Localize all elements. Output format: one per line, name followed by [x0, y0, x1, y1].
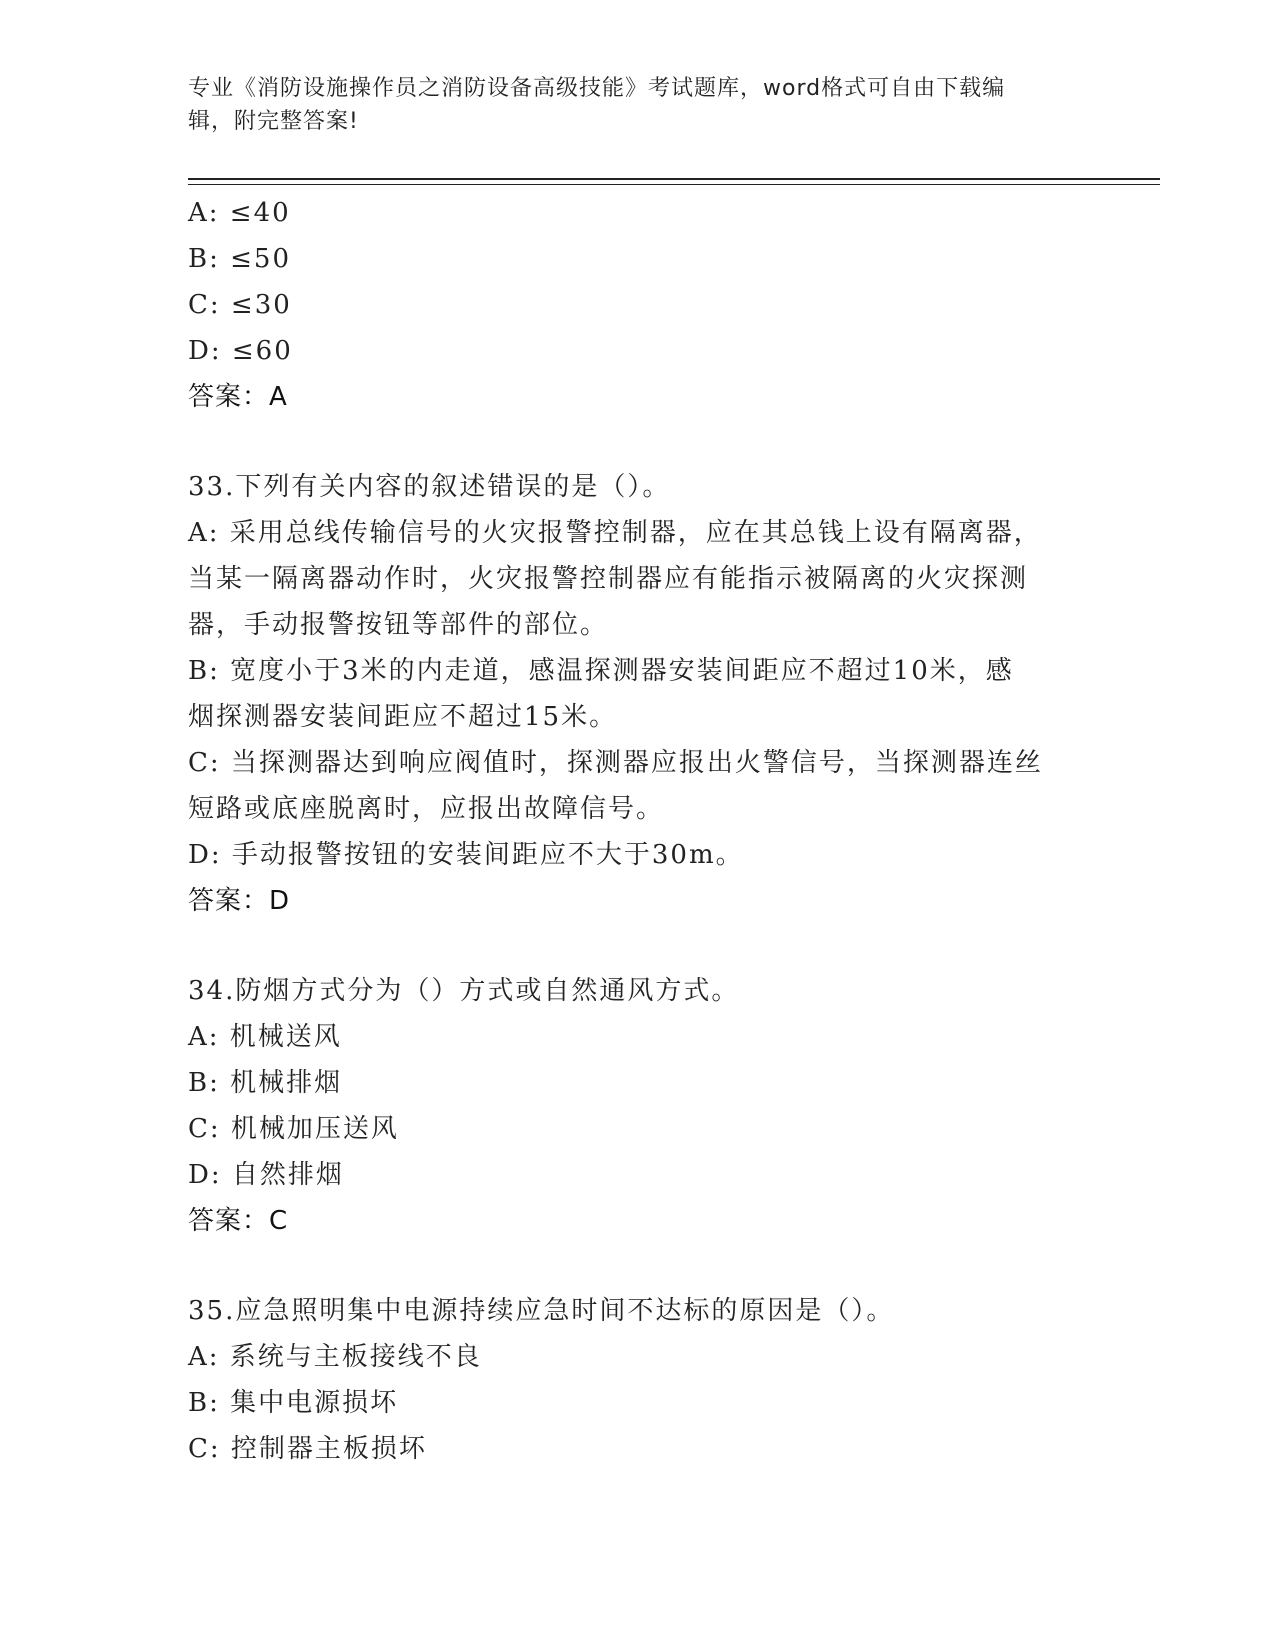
question-block-34 [188, 968, 1088, 1244]
question-stem: 34.防烟方式分为（）方式或自然通风方式。 [188, 976, 740, 1006]
header-line-1: 专业《消防设施操作员之消防设备高级技能》考试题库，word格式可自由下载编 [188, 76, 1006, 101]
option-d: D: 自然排烟 [188, 1160, 344, 1190]
answer-label: 答案：A [188, 382, 288, 412]
option-b: B: 集中电源损坏 [188, 1388, 399, 1418]
question-block-35 [188, 1288, 1088, 1472]
question-list [188, 190, 1088, 1472]
option-c: C: 机械加压送风 [188, 1114, 399, 1144]
option-a-line-3: 器，手动报警按钮等部件的部位。 [188, 610, 609, 640]
question-stem: 33.下列有关内容的叙述错误的是（）。 [188, 472, 671, 502]
option-d: D: 手动报警按钮的安装间距应不大于30m。 [188, 840, 744, 870]
option-a-line-2: 当某一隔离器动作时，火灾报警控制器应有能指示被隔离的火灾探测 [188, 564, 1029, 594]
option-c: C: 控制器主板损坏 [188, 1434, 427, 1464]
option-a: A: 机械送风 [188, 1022, 342, 1052]
header-divider-thick [188, 178, 1160, 180]
option-c-line-1: C: 当探测器达到响应阀值时，探测器应报出火警信号，当探测器连丝 [188, 748, 1043, 778]
question-block-33 [188, 464, 1088, 924]
option-a: A: ≤40 [188, 198, 291, 228]
answer-label: 答案：D [188, 886, 291, 916]
document-header [188, 72, 1088, 138]
option-b: B: ≤50 [188, 244, 291, 274]
option-b: B: 机械排烟 [188, 1068, 343, 1098]
answer-label: 答案：C [188, 1206, 289, 1236]
question-stem: 35.应急照明集中电源持续应急时间不达标的原因是（）。 [188, 1296, 895, 1326]
header-line-2: 辑，附完整答案! [188, 109, 359, 134]
option-d: D: ≤60 [188, 336, 293, 366]
question-block-previous [188, 190, 1088, 420]
option-b-line-2: 烟探测器安装间距应不超过15米。 [188, 702, 618, 732]
option-a: A: 系统与主板接线不良 [188, 1342, 482, 1372]
option-c: C: ≤30 [188, 290, 292, 320]
option-b-line-1: B: 宽度小于3米的内走道，感温探测器安装间距应不超过10米，感 [188, 656, 1014, 686]
option-a-line-1: A: 采用总线传输信号的火灾报警控制器，应在其总钱上设有隔离器， [188, 518, 1042, 548]
header-divider-thin [188, 184, 1160, 185]
option-c-line-2: 短路或底座脱离时，应报出故障信号。 [188, 794, 665, 824]
